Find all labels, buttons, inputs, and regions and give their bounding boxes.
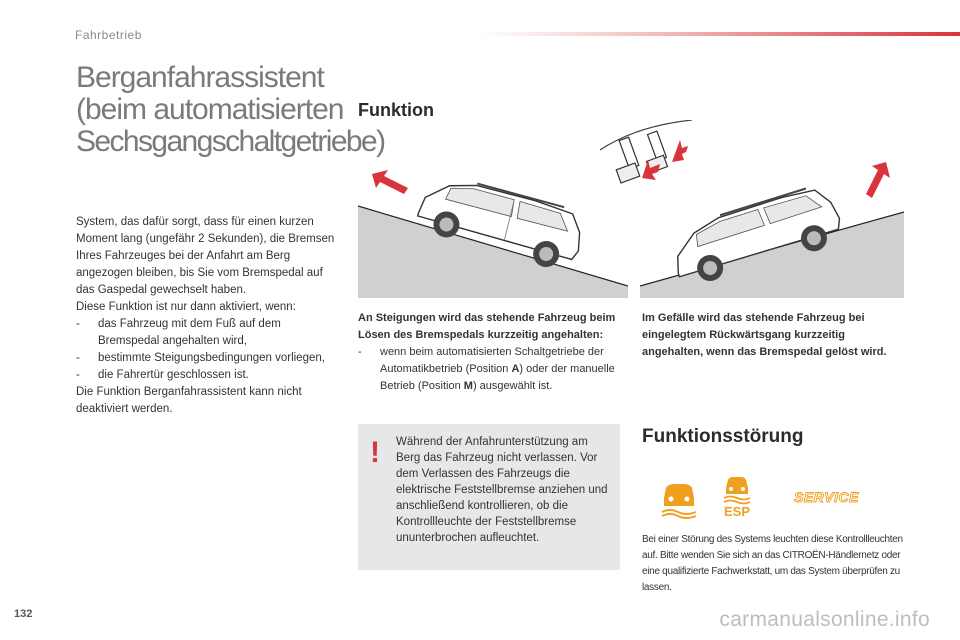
downhill-caption [642, 310, 904, 361]
uphill-caption-bold: An Steigungen wird das stehende Fahrzeug beim Lösen des Bremspedals kurzzeitig angehalten: [358, 312, 616, 341]
warning-box [358, 424, 620, 570]
service-warning-icon: SERVICE [794, 489, 859, 505]
watermark: carmanualsonline.info [719, 608, 930, 631]
intro-paragraph-1: System, das dafür sorgt, dass für einen kurzen Moment lang (ungefähr 2 Sekunden), die Bremsen Ihres Fahrzeuges bei der Anfahrt am Berg angezogen bleiben, bis Sie vom Bremspedal auf das Gaspedal gewechselt haben. [76, 216, 335, 296]
warning-lamps [654, 472, 874, 520]
funktion-heading: Funktion [358, 100, 434, 120]
title-line-2: (beim automatisierten [76, 93, 344, 126]
warning-text: Während der Anfahrunterstützung am Berg das Fahrzeug nicht verlassen. Vor dem Verlassen des Fahrzeugs die elektrische Feststellbremse anziehen und anschließend kontrollieren, ob die Kontrollleuchte der Feststellbremse ununterbrochen aufleuchtet. [396, 436, 608, 544]
intro-text [76, 214, 338, 418]
downhill-illustration [640, 150, 904, 298]
list-item: - bestimmte Steigungsbedingungen vorliegen, [76, 352, 325, 364]
intro-paragraph-3: Die Funktion Berganfahrassistent kann nicht deaktiviert werden. [76, 386, 302, 415]
page-number: 132 [14, 608, 33, 620]
header-accent-bar [480, 32, 960, 36]
esp-warning-icon [724, 477, 750, 519]
direction-arrow-icon [372, 170, 408, 194]
uphill-illustration [358, 158, 628, 298]
title-line-1: Berganfahrassistent [76, 61, 324, 94]
page-title [76, 61, 385, 158]
esp-label: ESP [723, 504, 751, 519]
title-line-3: Sechsgangschaltgetriebe) [76, 125, 385, 158]
list-item: - das Fahrzeug mit dem Fuß auf dem Bremspedal angehalten wird, [76, 318, 281, 347]
list-item: - wenn beim automatisierten Schaltgetriebe der Automatikbetrieb (Position A) oder der manuelle Betrieb (Position M) ausgewählt ist. [358, 346, 615, 392]
downhill-caption-bold: Im Gefälle wird das stehende Fahrzeug bei eingelegtem Rückwärtsgang kurzzeitig angehalten, wenn das Bremspedal gelöst wird. [642, 312, 887, 358]
fault-heading: Funktionsstörung [642, 426, 804, 447]
direction-arrow-icon [866, 162, 890, 198]
hill-assist-warning-icon [662, 484, 696, 518]
fault-text: Bei einer Störung des Systems leuchten diese Kontrollleuchten auf. Bitte wenden Sie sich an das CITROËN-Händlernetz oder eine qualifizierte Fachwerkstatt, um das System überprüfen zu lassen. [642, 534, 903, 593]
uphill-caption [358, 310, 620, 395]
section-header: Fahrbetrieb [75, 28, 142, 42]
warning-icon: ! [370, 436, 380, 469]
intro-paragraph-2: Diese Funktion ist nur dann aktiviert, wenn: [76, 301, 296, 313]
list-item: - die Fahrertür geschlossen ist. [76, 369, 249, 381]
